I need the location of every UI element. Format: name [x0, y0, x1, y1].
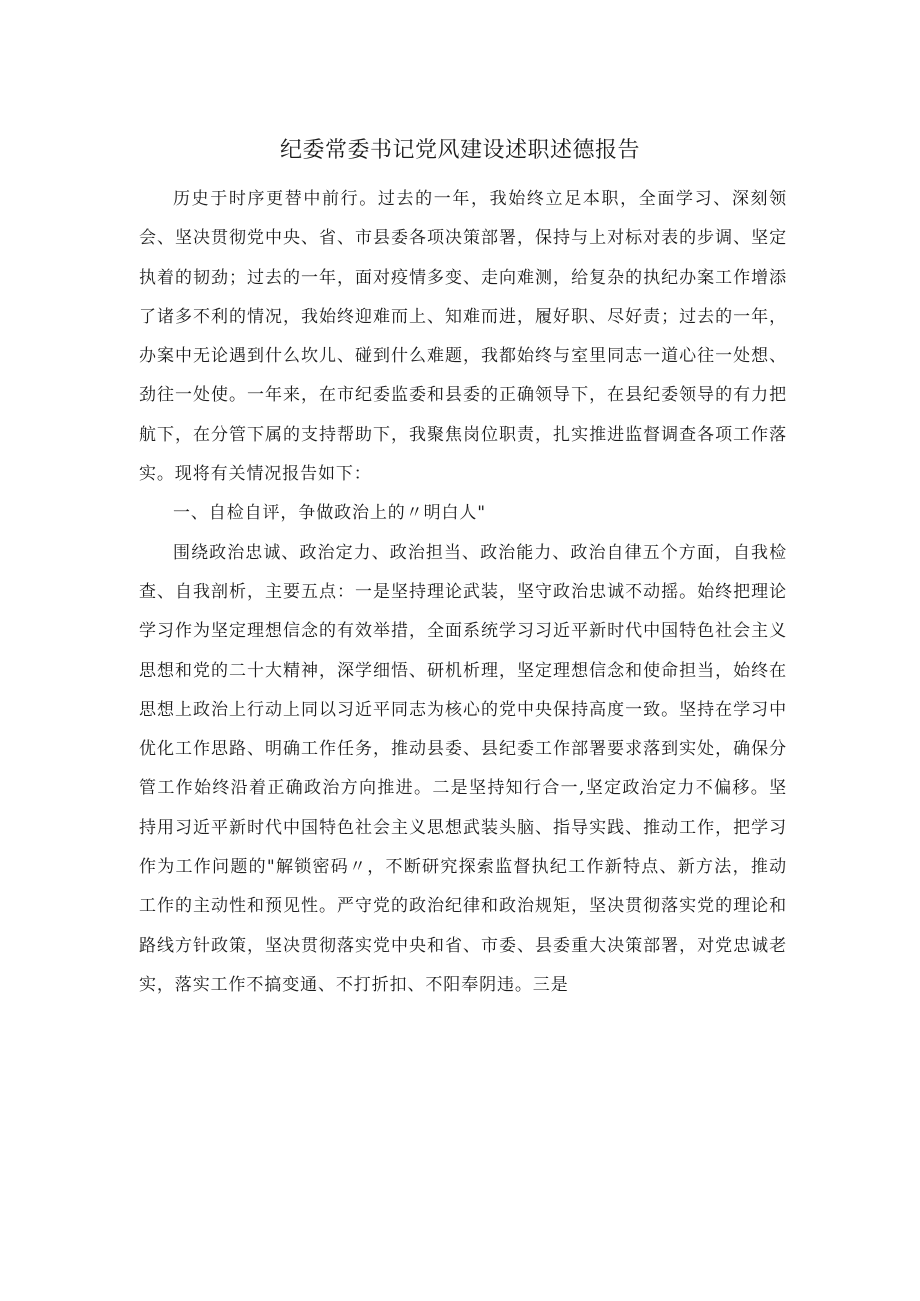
section-heading-1: 一、自检自评，争做政治上的〃明白人": [173, 503, 487, 524]
document-body: [139, 180, 787, 1005]
section-1-paragraph: 围绕政治忠诚、政治定力、政治担当、政治能力、政治自律五个方面，自我检查、自我剖析，主要五点：一是坚持理论武装，坚守政治忠诚不动摇。始终把理论学习作为坚定理想信念的有效举措，全面系统学习习近平新时代中国特色社会主义思想和党的二十大精神，深学细悟、研机析理，坚定理想信念和使命担当，始终在思想上政治上行动上同以习近平同志为核心的党中央保持高度一致。坚持在学习中优化工作思路、明确工作任务，推动县委、县纪委工作部署要求落到实处，确保分管工作始终沿着正确政治方向推进。二是坚持知行合一,坚定政治定力不偏移。坚持用习近平新时代中国特色社会主义思想武装头脑、指导实践、推动工作，把学习作为工作问题的"解锁密码〃，不断研究探索监督执纪工作新特点、新方法，推动工作的主动性和预见性。严守党的政治纪律和政治规矩，坚决贯彻落实党的理论和路线方针政策，坚决贯彻落实党中央和省、市委、县委重大决策部署，对党忠诚老实，落实工作不搞变通、不打折扣、不阳奉阴违。三是: [139, 542, 787, 995]
intro-paragraph: 历史于时序更替中前行。过去的一年，我始终立足本职，全面学习、深刻领会、坚决贯彻党中央、省、市县委各项决策部署，保持与上对标对表的步调、坚定执着的韧劲；过去的一年，面对疫情多变、走向难测，给复杂的执纪办案工作增添了诸多不利的情况，我始终迎难而上、知难而进，履好职、尽好责；过去的一年，办案中无论遇到什么坎儿、碰到什么难题，我都始终与室里同志一道心往一处想、劲往一处使。一年来，在市纪委监委和县委的正确领导下，在县纪委领导的有力把航下，在分管下属的支持帮助下，我聚焦岗位职责，扎实推进监督调查各项工作落实。现将有关情况报告如下：: [139, 189, 787, 485]
document-title: 纪委常委书记党风建设述职述德报告: [279, 138, 640, 163]
